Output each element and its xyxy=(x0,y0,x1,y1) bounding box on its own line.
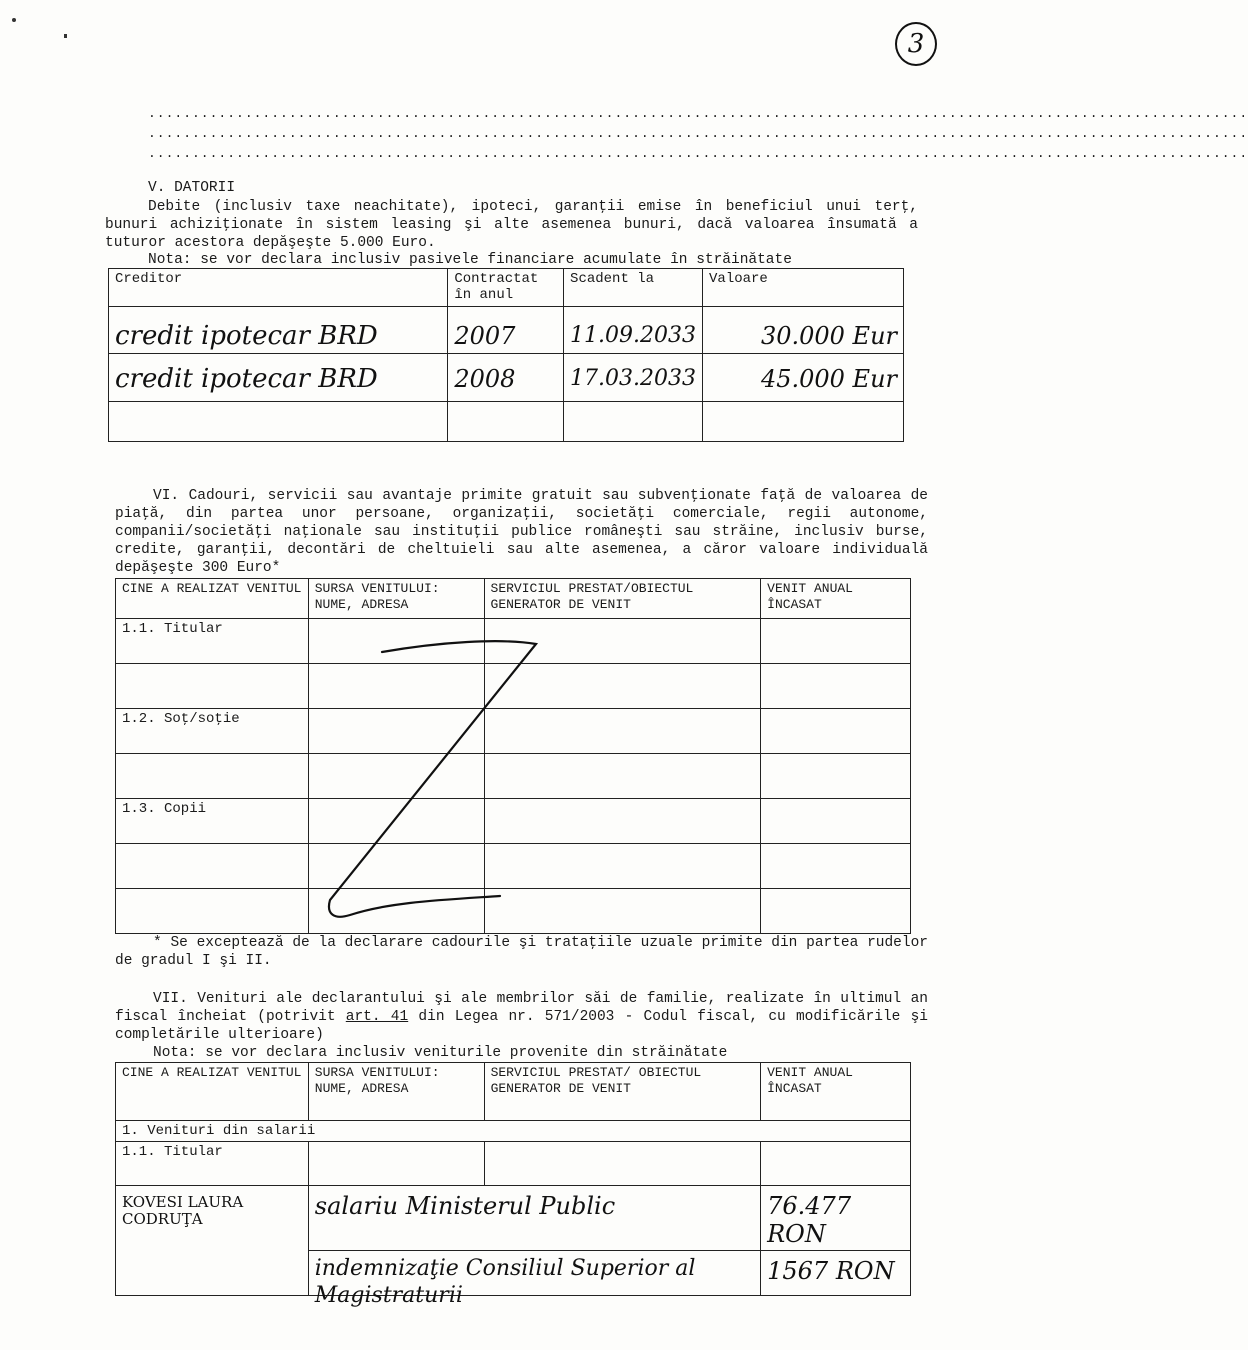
col-header: Valoare xyxy=(703,269,904,307)
income-value-cell: 1567 RON xyxy=(761,1251,911,1296)
table-row xyxy=(109,354,904,402)
col-header: CINE A REALIZAT VENITUL xyxy=(116,1063,309,1121)
empty-cell xyxy=(564,402,703,442)
col-header: Contractat în anul xyxy=(448,269,564,307)
year-cell: 2008 xyxy=(448,354,564,402)
creditor-cell: credit ipotecar BRD xyxy=(109,307,448,354)
empty-cell xyxy=(761,664,911,709)
col-header: VENIT ANUAL ÎNCASAT xyxy=(761,579,911,619)
income-category: 1. Venituri din salarii xyxy=(116,1121,911,1142)
empty-cell xyxy=(761,1142,911,1186)
empty-cell xyxy=(761,889,911,934)
col-header: SERVICIUL PRESTAT/OBIECTUL GENERATOR DE VENIT xyxy=(484,579,761,619)
page-number: 3 xyxy=(895,22,937,66)
empty-cell xyxy=(703,402,904,442)
empty-cell xyxy=(116,754,309,799)
empty-cell xyxy=(761,844,911,889)
due-cell: 17.03.2033 xyxy=(564,354,703,402)
section5-heading: V. DATORII xyxy=(148,180,236,196)
section6-footnote: * Se exceptează de la declarare cadourile şi trataţiile uzuale primite din partea rudelor de gradul I şi II. xyxy=(115,935,928,969)
income-value-cell: 76.477 RON xyxy=(761,1186,911,1251)
value-cell: 30.000 Eur xyxy=(703,307,904,354)
table-row xyxy=(116,1186,911,1251)
row-label: 1.3. Copii xyxy=(116,799,309,844)
empty-cell xyxy=(761,799,911,844)
section7-text xyxy=(115,990,928,1044)
due-cell: 11.09.2033 xyxy=(564,307,703,354)
col-header: SURSA VENITULUI: NUME, ADRESA xyxy=(308,579,484,619)
section6-text: VI. Cadouri, servicii sau avantaje primite gratuit sau subvenţionate faţă de valoarea de piaţă, din partea unor persoane, organizaţii, societăţi comerciale, regii autonome, companii/societăţi naţionale sau instituţii publice româneşti sau străine, inclusiv burse, credite, garanţii, decontări de cheltuieli sau alte asemenea, a căror valoare individuală depăşeşte 300 Euro* xyxy=(115,488,928,576)
col-header: SERVICIUL PRESTAT/ OBIECTUL GENERATOR DE VENIT xyxy=(484,1063,761,1121)
section7-text-pre: VII. Venituri ale declarantului şi ale membrilor săi de familie, realizate în ultimul an fiscal încheiat (potrivit xyxy=(115,991,928,1025)
empty-cell xyxy=(116,844,309,889)
empty-cell xyxy=(308,1142,484,1186)
income-source-text: indemnizaţie Consiliul Superior al Magistraturii xyxy=(314,1256,696,1308)
year-cell: 2007 xyxy=(448,307,564,354)
section7-text-post: din Legea nr. 571/2003 - Codul fiscal, cu modificările şi completările ulterioare) xyxy=(115,1009,928,1043)
col-header: Scadent la xyxy=(564,269,703,307)
scan-mark xyxy=(12,18,16,22)
scan-mark xyxy=(64,34,67,38)
empty-cell xyxy=(761,754,911,799)
dotted-line: ............................................................................................................................. xyxy=(148,146,1248,161)
value-cell: 45.000 Eur xyxy=(703,354,904,402)
empty-cell xyxy=(761,619,911,664)
col-header: SURSA VENITULUI: NUME, ADRESA xyxy=(308,1063,484,1121)
creditor-cell: credit ipotecar BRD xyxy=(109,354,448,402)
person-name-cell: KOVESI LAURA CODRUŢA xyxy=(116,1186,309,1296)
empty-cell xyxy=(116,664,309,709)
section5-text: Debite (inclusiv taxe neachitate), ipoteci, garanţii emise în beneficiul unui terţ, bunuri achiziţionate în sistem leasing şi alte asemenea bunuri, dacă valoarea însumată a tuturor acestora depăşeşte 5.000 Euro. xyxy=(105,199,918,251)
empty-cell xyxy=(448,402,564,442)
strike-z-mark xyxy=(300,630,560,930)
col-header: Creditor xyxy=(109,269,448,307)
col-header: CINE A REALIZAT VENITUL xyxy=(116,579,309,619)
empty-cell xyxy=(761,709,911,754)
row-label: 1.1. Titular xyxy=(116,1142,309,1186)
empty-cell xyxy=(109,402,448,442)
income-table xyxy=(115,1062,911,1308)
row-label: 1.1. Titular xyxy=(116,619,309,664)
table-row xyxy=(116,1142,911,1186)
table-row xyxy=(109,402,904,442)
section7-note: Nota: se vor declara inclusiv veniturile provenite din străinătate xyxy=(153,1045,728,1061)
dotted-line: ............................................................................................................................. xyxy=(148,106,1248,121)
section5-note: Nota: se vor declara inclusiv pasivele financiare acumulate în străinătate xyxy=(148,252,792,268)
income-source-cell: salariu Ministerul Public xyxy=(308,1186,760,1251)
empty-cell xyxy=(116,889,309,934)
row-label: 1.2. Soţ/soţie xyxy=(116,709,309,754)
law-article-link[interactable]: art. 41 xyxy=(345,1009,409,1025)
income-source-cell xyxy=(308,1251,760,1308)
debts-table xyxy=(108,268,904,442)
col-header: VENIT ANUAL ÎNCASAT xyxy=(761,1063,911,1121)
empty-cell xyxy=(484,1142,761,1186)
dotted-line: ............................................................................................................................. xyxy=(148,126,1248,141)
table-row xyxy=(109,307,904,354)
